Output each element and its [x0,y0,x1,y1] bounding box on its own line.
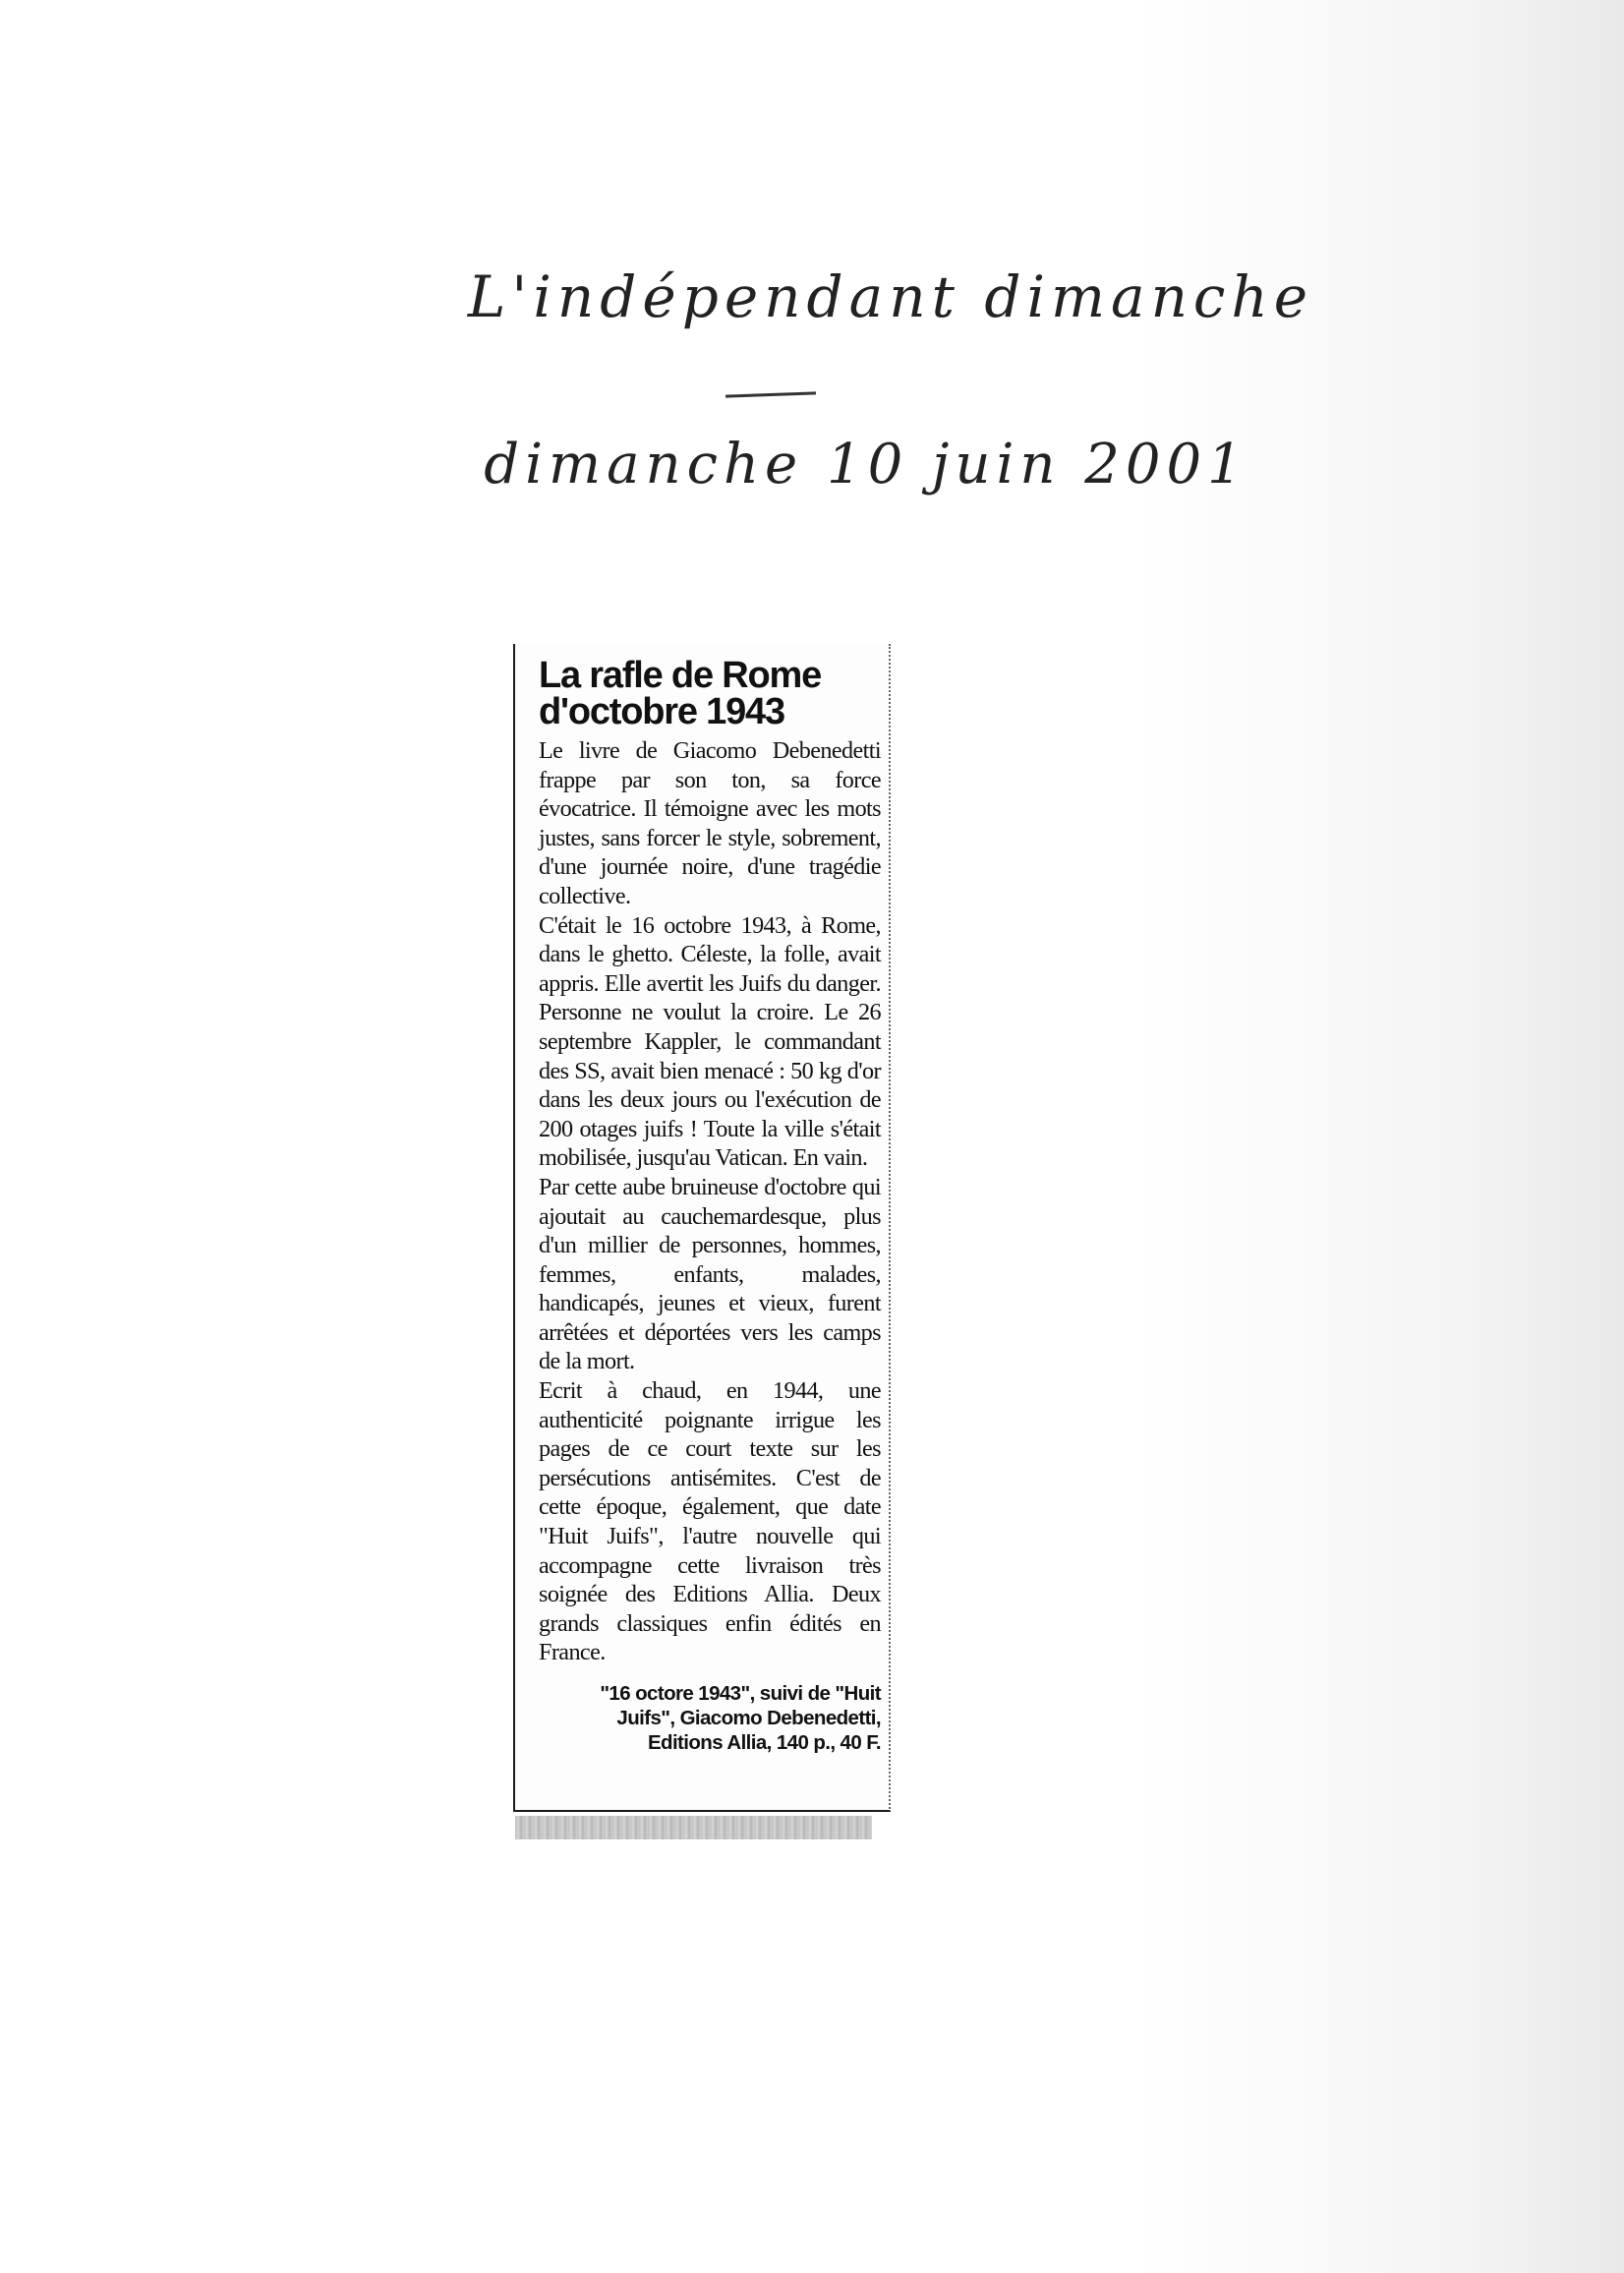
article-paragraph: C'était le 16 octobre 1943, à Rome, dans le ghetto. Céleste, la folle, avait appris. Elle avertit les Juifs du danger. Personne ne voulut la croire. Le 26 septembre Kappler, le commandant des SS, avait bien menacé : 50 kg d'or dans les deux jours ou l'exécution de 200 otages juifs ! Toute la ville s'était mobilisée, jusqu'au Vatican. En vain. [539,911,881,1172]
headline-line-2: d'octobre 1943 [539,691,784,732]
article-paragraph: Ecrit à chaud, en 1944, une authenticité poignante irrigue les pages de ce court texte sur les persécutions antisémites. C'est de cette époque, également, que date "Huit Juifs", l'autre nouvelle qui accompagne cette livraison très soignée des Editions Allia. Deux grands classiques enfin édités en France. [539,1377,881,1666]
scan-artifact-strip [515,1816,872,1839]
article-paragraph: Le livre de Giacomo Debenedetti frappe par son ton, sa force évocatrice. Il témoigne avec les mots justes, sans forcer le style, sobrement, d'une journée noire, d'une tragédie collective. [539,737,881,909]
article-headline [539,655,881,732]
book-credit: "16 octore 1943", suivi de "Huit Juifs", Giacomo Debenedetti, Editions Allia, 140 p., 40 F. [600,1682,881,1754]
article-paragraph: Par cette aube bruineuse d'octobre qui ajoutait au cauchemardesque, plus d'un millier de personnes, hommes, femmes, enfants, malades, handicapés, jeunes et vieux, furent arrêtées et déportées vers les camps de la mort. [539,1173,881,1375]
newspaper-clipping [513,644,891,1812]
handwritten-publication-name: L'indépendant dimanche [467,263,1314,330]
headline-line-1: La rafle de Rome [539,655,822,696]
handwritten-divider [725,391,816,397]
article-body [539,736,881,1667]
handwritten-date: dimanche 10 juin 2001 [484,433,1248,496]
